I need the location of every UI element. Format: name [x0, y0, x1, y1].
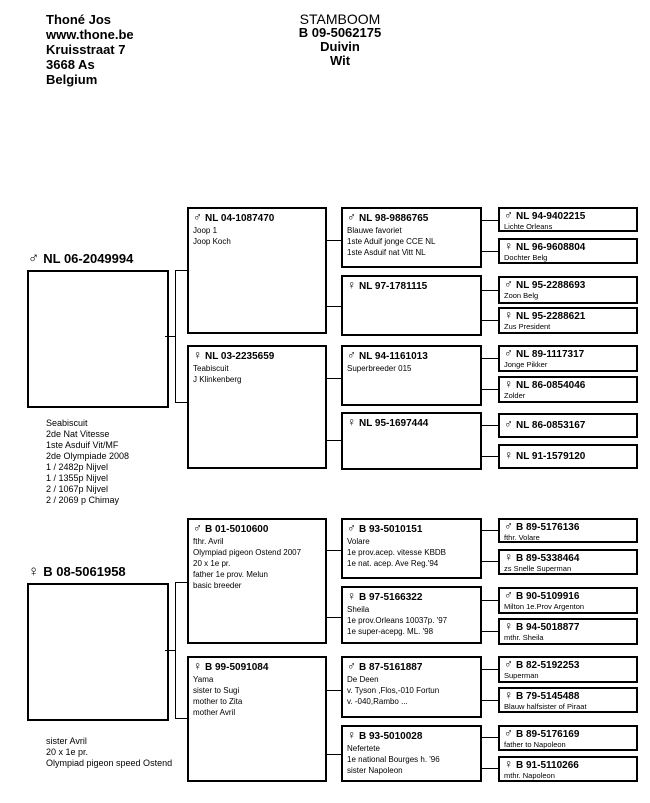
sire-ring: ♂ NL 06-2049994: [28, 250, 134, 267]
pedigree-box-gen4[interactable]: ♂ NL 95-2288693 Zoon Belg: [498, 276, 638, 304]
male-icon: ♂: [504, 657, 513, 671]
connector-line: [327, 754, 341, 755]
connector-line: [482, 600, 498, 601]
male-icon: ♂: [347, 348, 356, 362]
pedigree-box-gen3[interactable]: ♀ B 97-5166322 Sheila 1e prov.Orleans 10037p. '97 1e super-acepg. ML. '98: [341, 586, 482, 644]
connector-line: [482, 456, 498, 457]
connector-line: [482, 389, 498, 390]
female-icon: ♀: [504, 448, 513, 462]
pedigree-box-gen3[interactable]: ♀ NL 97-1781115: [341, 275, 482, 336]
pedigree-box-gen2[interactable]: ♀ B 99-5091084 Yama sister to Sugi mother to Zita mother Avril: [187, 656, 327, 782]
female-icon: ♀: [347, 728, 356, 742]
connector-line: [165, 650, 175, 651]
male-icon: ♂: [504, 588, 513, 602]
connector-line: [482, 425, 498, 426]
male-icon: ♂: [504, 346, 513, 360]
male-icon: ♂: [504, 519, 513, 533]
male-icon: ♂: [193, 521, 202, 535]
connector-line: [482, 251, 498, 252]
female-icon: ♀: [193, 348, 202, 362]
connector-line: [327, 440, 341, 441]
pedigree-box-gen4[interactable]: ♀ NL 91-1579120: [498, 444, 638, 469]
connector-line: [175, 402, 187, 403]
pedigree-box-gen3[interactable]: ♀ B 93-5010028 Nefertete 1e national Bourges h. '96 sister Napoleon: [341, 725, 482, 782]
pedigree-box-gen3[interactable]: ♂ NL 98-9886765 Blauwe favoriet 1ste Aduif jonge CCE NL 1ste Asduif nat Vitt NL: [341, 207, 482, 268]
female-icon: ♀: [504, 308, 513, 322]
connector-line: [482, 530, 498, 531]
owner-city: 3668 As: [46, 57, 95, 72]
connector-line: [482, 737, 498, 738]
female-icon: ♀: [504, 688, 513, 702]
sire-info: Seabiscuit 2de Nat Vitesse 1ste Asduif Vit/MF 2de Olympiade 2008 1 / 2482p Nijvel 1 / 1355p Nijvel 2 / 1067p Nijvel 2 / 2069 p Chimay: [46, 418, 130, 505]
male-icon: ♂: [347, 521, 356, 535]
pedigree-box-gen4[interactable]: ♂ NL 89-1117317 Jonge Pikker: [498, 345, 638, 372]
connector-line: [175, 582, 176, 718]
dam-photo: [27, 583, 169, 721]
connector-line: [482, 358, 498, 359]
connector-line: [327, 550, 341, 551]
male-icon: ♂: [504, 726, 513, 740]
male-icon: ♂: [504, 277, 513, 291]
dam-ring: ♀ B 08-5061958: [28, 563, 126, 580]
male-icon: ♂: [504, 208, 513, 222]
male-icon: ♂: [347, 210, 356, 224]
connector-line: [482, 290, 498, 291]
owner-address: [46, 12, 134, 87]
female-icon: ♀: [504, 619, 513, 633]
sire-photo: [27, 270, 169, 408]
connector-line: [327, 306, 341, 307]
female-icon: ♀: [347, 415, 356, 429]
pedigree-box-gen4[interactable]: ♀ B 79-5145488 Blauw halfsister of Piraat: [498, 687, 638, 713]
female-icon: ♀: [504, 377, 513, 391]
connector-line: [327, 617, 341, 618]
female-icon: ♀: [347, 278, 356, 292]
pedigree-box-gen4[interactable]: ♂ B 89-5176169 father to Napoleon: [498, 725, 638, 751]
pedigree-box-gen4[interactable]: ♀ B 89-5338464 zs Snelle Superman: [498, 549, 638, 575]
female-icon: ♀: [347, 589, 356, 603]
pedigree-box-gen4[interactable]: ♀ B 94-5018877 mthr. Sheila: [498, 618, 638, 645]
pedigree-box-gen2[interactable]: ♀ NL 03-2235659 Teabiscuit J Klinkenberg: [187, 345, 327, 469]
pedigree-box-gen4[interactable]: ♂ NL 86-0853167: [498, 413, 638, 438]
connector-line: [165, 336, 175, 337]
connector-line: [175, 270, 187, 271]
connector-line: [482, 631, 498, 632]
connector-line: [482, 320, 498, 321]
pedigree-box-gen4[interactable]: ♀ NL 86-0854046 Zolder: [498, 376, 638, 403]
pedigree-box-gen4[interactable]: ♂ B 89-5176136 fthr. Volare: [498, 518, 638, 543]
pedigree-box-gen3[interactable]: ♀ NL 95-1697444: [341, 412, 482, 470]
connector-line: [175, 582, 187, 583]
female-icon: ♀: [28, 563, 40, 580]
pedigree-box-gen4[interactable]: ♀ NL 96-9608804 Dochter Belg: [498, 238, 638, 264]
dam-info: sister Avril 20 x 1e pr. Olympiad pigeon speed Ostend: [46, 736, 173, 768]
connector-line: [327, 690, 341, 691]
subject-color: Wit: [329, 53, 351, 68]
owner-name: Thoné Jos: [46, 12, 112, 27]
connector-line: [482, 220, 498, 221]
male-icon: ♂: [193, 210, 202, 224]
female-icon: ♀: [504, 239, 513, 253]
connector-line: [175, 718, 187, 719]
male-icon: ♂: [347, 659, 356, 673]
connector-line: [482, 561, 498, 562]
pedigree-box-gen3[interactable]: ♂ B 93-5010151 Volare 1e prov.acep. vitesse KBDB 1e nat. acep. Ave Reg.'94: [341, 518, 482, 579]
pedigree-box-gen3[interactable]: ♂ B 87-5161887 De Deen v. Tyson ,Flos,-010 Fortun v. -040,Rambo ...: [341, 656, 482, 718]
pedigree-box-gen4[interactable]: ♀ NL 95-2288621 Zus President: [498, 307, 638, 334]
female-icon: ♀: [504, 550, 513, 564]
pedigree-box-gen4[interactable]: ♂ B 82-5192253 Superman: [498, 656, 638, 683]
owner-website[interactable]: www.thone.be: [46, 27, 134, 42]
female-icon: ♀: [193, 659, 202, 673]
connector-line: [482, 669, 498, 670]
connector-line: [175, 270, 176, 402]
pedigree-box-gen4[interactable]: ♀ B 91-5110266 mthr. Napoleon: [498, 756, 638, 782]
pedigree-box-gen3[interactable]: ♂ NL 94-1161013 Superbreeder 015: [341, 345, 482, 406]
subject-ring-number: B 09-5062175: [298, 25, 382, 40]
pedigree-box-gen4[interactable]: ♂ NL 94-9402215 Lichte Orleans: [498, 207, 638, 232]
male-icon: ♂: [504, 417, 513, 431]
connector-line: [327, 240, 341, 241]
pedigree-box-gen4[interactable]: ♂ B 90-5109916 Milton 1e.Prov Argenton: [498, 587, 638, 614]
pedigree-title: STAMBOOM: [299, 11, 381, 27]
owner-street: Kruisstraat 7: [46, 42, 126, 57]
connector-line: [327, 378, 341, 379]
connector-line: [482, 700, 498, 701]
pedigree-box-gen2[interactable]: ♂ B 01-5010600 fthr. Avril Olympiad pigeon Ostend 2007 20 x 1e pr. father 1e prov. Melun basic breeder: [187, 518, 327, 644]
pedigree-box-gen2[interactable]: ♂ NL 04-1087470 Joop 1 Joop Koch: [187, 207, 327, 334]
owner-country: Belgium: [46, 72, 98, 87]
pedigree-header: [260, 12, 420, 68]
female-icon: ♀: [504, 757, 513, 771]
connector-line: [482, 768, 498, 769]
subject-type: Duivin: [320, 39, 360, 54]
male-icon: ♂: [28, 250, 40, 267]
